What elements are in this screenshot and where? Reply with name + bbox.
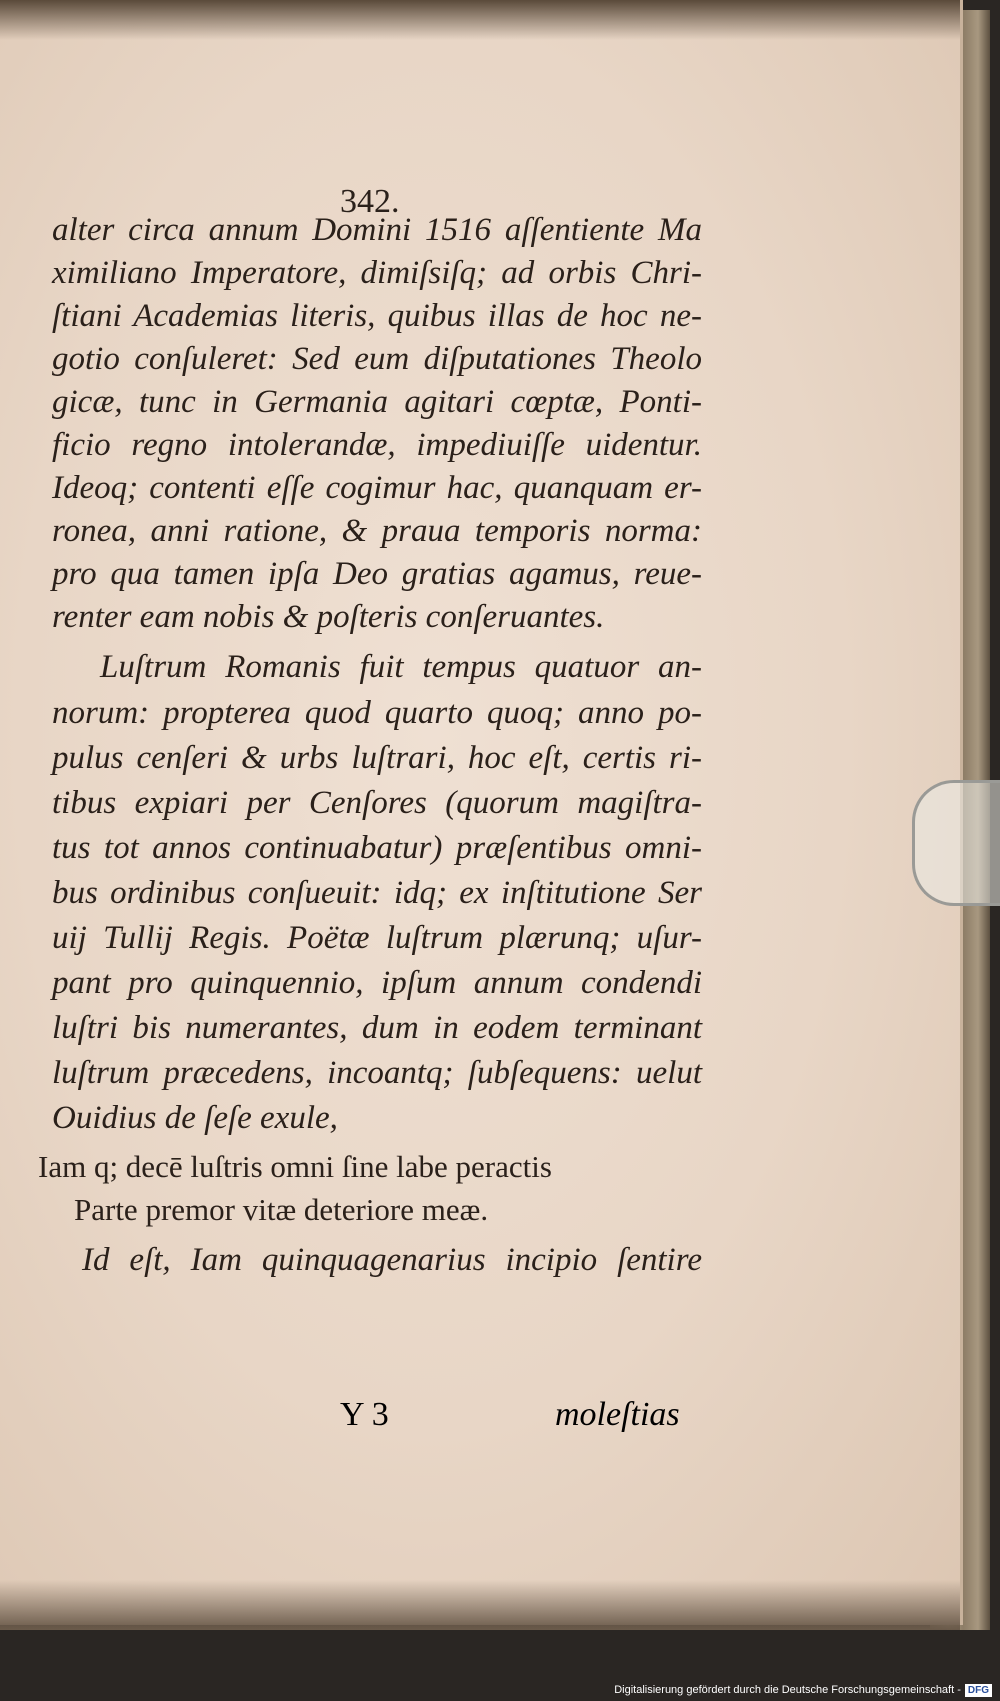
text-line: gicæ, tunc in Germania agitari cœptæ, Ponti- — [52, 384, 702, 420]
text-line: uij Tullij Regis. Poëtæ luſtrum plærunq; uſur- — [52, 920, 702, 956]
verse-line: Parte premor vitæ deteriore meæ. — [74, 1192, 489, 1227]
text-line: bus ordinibus conſueuit: idq; ex inſtitutione Ser — [52, 875, 702, 911]
text-line: tus tot annos continuabatur) præſentibus omni- — [52, 830, 702, 866]
page-number: 342. — [340, 183, 400, 220]
text-line: ſtiani Academias literis, quibus illas de hoc ne- — [52, 298, 702, 334]
signature-mark: Y 3 — [340, 1396, 389, 1433]
text-line: renter eam nobis & poſteris conſeruantes. — [52, 599, 605, 635]
verse-line: Iam q; decē luſtris omni ſine labe peractis — [38, 1149, 552, 1184]
text-line: ximiliano Imperatore, dimiſsiſq; ad orbis Chri- — [52, 255, 702, 291]
text-line: alter circa annum Domini 1516 aſſentiente Ma — [52, 212, 702, 248]
text-line: luſtri bis numerantes, dum in eodem terminant — [52, 1010, 702, 1046]
credit-text: Digitalisierung gefördert durch die Deutsche Forschungsgemeinschaft - — [614, 1684, 961, 1696]
text-line: pro qua tamen ipſa Deo gratias agamus, reue- — [52, 556, 702, 592]
text-line: pant pro quinquennio, ipſum annum condendi — [52, 965, 702, 1001]
text-line: ficio regno intolerandæ, impediuiſſe uidentur. — [52, 427, 702, 463]
text-line: Ouidius de ſeſe exule, — [52, 1100, 338, 1136]
digitization-credit — [614, 1684, 992, 1697]
text-line: gotio conſuleret: Sed eum diſputationes Theolo — [52, 341, 702, 377]
text-line: Ideoq; contenti eſſe cogimur hac, quanquam er- — [52, 470, 702, 506]
page-bottom-shadow — [0, 1580, 960, 1630]
text-line: Id eſt, Iam quinquagenarius incipio ſentire — [82, 1242, 702, 1278]
text-line: ronea, anni ratione, & praua temporis norma: — [52, 513, 702, 549]
page-top-shadow — [0, 0, 960, 40]
text-line: tibus expiari per Cenſores (quorum magiſtra- — [52, 785, 702, 821]
text-line: luſtrum præcedens, incoantq; ſubſequens: uelut — [52, 1055, 702, 1091]
dfg-logo: DFG — [965, 1684, 992, 1697]
text-line: Luſtrum Romanis fuit tempus quatuor an- — [100, 649, 702, 685]
text-line: pulus cenſeri & urbs luſtrari, hoc eſt, certis ri- — [52, 740, 702, 776]
catchword: moleſtias — [555, 1396, 680, 1433]
text-line: norum: propterea quod quarto quoq; anno po- — [52, 695, 702, 731]
page-clip — [912, 780, 1000, 906]
